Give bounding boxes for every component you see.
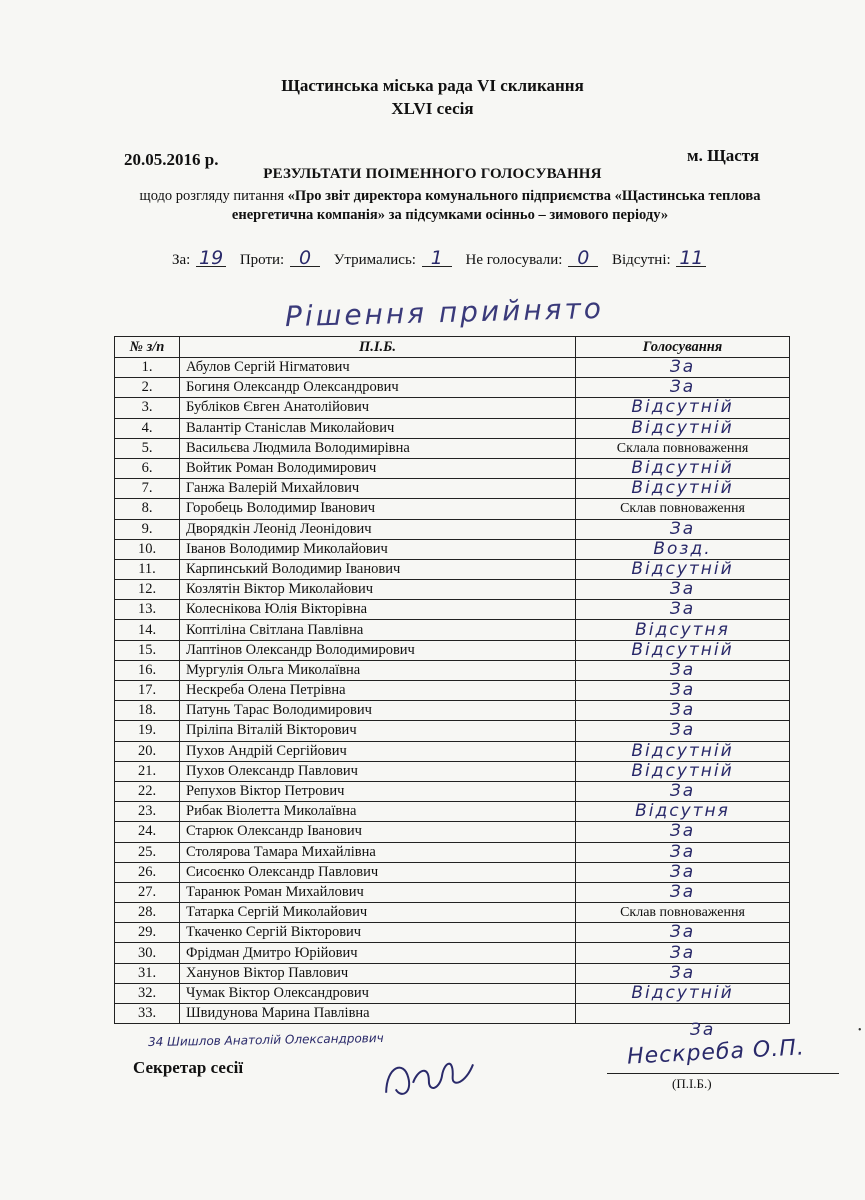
row-number: 33. bbox=[115, 1004, 180, 1024]
member-name: Васильєва Людмила Володимирівна bbox=[180, 438, 576, 458]
table-row bbox=[115, 822, 790, 842]
row-number: 23. bbox=[115, 802, 180, 822]
tally-against-label: Проти: bbox=[239, 252, 285, 268]
tally-for-label: За: bbox=[172, 252, 191, 268]
table-row bbox=[115, 600, 790, 620]
member-vote: За bbox=[576, 580, 790, 600]
row-number: 19. bbox=[115, 721, 180, 741]
row-number: 18. bbox=[115, 701, 180, 721]
table-body bbox=[115, 358, 790, 1024]
table-row bbox=[115, 559, 790, 579]
tally-not-voted-label: Не голосували: bbox=[465, 252, 563, 268]
row-number: 10. bbox=[115, 539, 180, 559]
row-number: 3. bbox=[115, 398, 180, 418]
table-row bbox=[115, 620, 790, 640]
row-number: 27. bbox=[115, 882, 180, 902]
member-name: Богиня Олександр Олександрович bbox=[180, 378, 576, 398]
table-row bbox=[115, 499, 790, 519]
table-row bbox=[115, 1004, 790, 1024]
table-row bbox=[115, 479, 790, 499]
member-name: Столярова Тамара Михайлівна bbox=[180, 842, 576, 862]
member-vote: За bbox=[576, 862, 790, 882]
member-vote: Відсутній bbox=[576, 741, 790, 761]
member-name: Козлятін Віктор Миколайович bbox=[180, 580, 576, 600]
document-city: м. Щастя bbox=[687, 146, 760, 165]
document-date: 20.05.2016 р. bbox=[124, 150, 219, 169]
member-vote: За bbox=[576, 600, 790, 620]
row-number: 29. bbox=[115, 923, 180, 943]
row-number: 32. bbox=[115, 983, 180, 1003]
results-title: РЕЗУЛЬТАТИ ПОІМЕННОГО ГОЛОСУВАННЯ bbox=[263, 166, 602, 182]
member-vote bbox=[576, 1004, 790, 1024]
member-vote: Відсутній bbox=[576, 559, 790, 579]
member-vote: За bbox=[576, 378, 790, 398]
member-name: Мургулія Ольга Миколаївна bbox=[180, 660, 576, 680]
member-vote: За bbox=[576, 781, 790, 801]
member-name: Колеснікова Юлія Вікторівна bbox=[180, 600, 576, 620]
table-row bbox=[115, 842, 790, 862]
table-row bbox=[115, 761, 790, 781]
member-vote: За bbox=[576, 943, 790, 963]
member-vote: За bbox=[576, 681, 790, 701]
member-name: Татарка Сергій Миколайович bbox=[180, 903, 576, 923]
member-vote: Відсутня bbox=[576, 802, 790, 822]
row-number: 24. bbox=[115, 822, 180, 842]
member-vote: Відсутній bbox=[576, 458, 790, 478]
member-name: Горобець Володимир Іванович bbox=[180, 499, 576, 519]
table-row bbox=[115, 681, 790, 701]
member-name: Пухов Андрій Сергійович bbox=[180, 741, 576, 761]
row-number: 21. bbox=[115, 761, 180, 781]
header-vote: Голосування bbox=[576, 337, 790, 358]
member-name: Пріліпа Віталій Вікторович bbox=[180, 721, 576, 741]
member-name: Карпинський Володимир Іванович bbox=[180, 559, 576, 579]
member-name: Швидунова Марина Павлівна bbox=[180, 1004, 576, 1024]
table-row bbox=[115, 580, 790, 600]
table-row bbox=[115, 701, 790, 721]
row-number: 2. bbox=[115, 378, 180, 398]
vote-tally bbox=[172, 247, 716, 269]
voting-table bbox=[114, 336, 790, 1024]
member-vote: Відсутній bbox=[576, 983, 790, 1003]
member-name: Пухов Олександр Павлович bbox=[180, 761, 576, 781]
table-row bbox=[115, 519, 790, 539]
member-vote: Відсутній bbox=[576, 418, 790, 438]
subject-prefix: щодо розгляду питання bbox=[139, 188, 285, 204]
member-name: Ткаченко Сергій Вікторович bbox=[180, 923, 576, 943]
tally-against-value: 0 bbox=[290, 250, 320, 267]
tally-absent-value: 11 bbox=[676, 250, 706, 267]
member-vote: Відсутній bbox=[576, 479, 790, 499]
tally-abstained-label: Утримались: bbox=[333, 252, 416, 268]
member-name: Сисоєнко Олександр Павлович bbox=[180, 862, 576, 882]
member-vote: Возд. bbox=[576, 539, 790, 559]
table-row bbox=[115, 882, 790, 902]
table-row bbox=[115, 358, 790, 378]
row-number: 4. bbox=[115, 418, 180, 438]
table-row bbox=[115, 862, 790, 882]
row-number: 26. bbox=[115, 862, 180, 882]
member-vote: Відсутня bbox=[576, 620, 790, 640]
member-name: Войтик Роман Володимирович bbox=[180, 458, 576, 478]
member-vote: За bbox=[576, 358, 790, 378]
member-vote: За bbox=[576, 822, 790, 842]
row-number: 13. bbox=[115, 600, 180, 620]
member-name: Валантір Станіслав Миколайович bbox=[180, 418, 576, 438]
member-name: Патунь Тарас Володимирович bbox=[180, 701, 576, 721]
row-number: 20. bbox=[115, 741, 180, 761]
row-number: 31. bbox=[115, 963, 180, 983]
table-row bbox=[115, 418, 790, 438]
table-row bbox=[115, 903, 790, 923]
signature-scribble bbox=[375, 1043, 491, 1106]
table-row bbox=[115, 802, 790, 822]
member-name: Бубліков Євген Анатолійович bbox=[180, 398, 576, 418]
row-number: 8. bbox=[115, 499, 180, 519]
table-row bbox=[115, 741, 790, 761]
row-number: 16. bbox=[115, 660, 180, 680]
member-vote: За bbox=[576, 842, 790, 862]
member-vote: Відсутній bbox=[576, 761, 790, 781]
header-name: П.І.Б. bbox=[180, 337, 576, 358]
member-name: Чумак Віктор Олександрович bbox=[180, 983, 576, 1003]
member-vote: За bbox=[576, 923, 790, 943]
member-name: Репухов Віктор Петрович bbox=[180, 781, 576, 801]
margin-mark: • bbox=[858, 1025, 862, 1036]
member-name: Іванов Володимир Миколайович bbox=[180, 539, 576, 559]
member-name: Ганжа Валерій Михайлович bbox=[180, 479, 576, 499]
member-name: Нескреба Олена Петрівна bbox=[180, 681, 576, 701]
row-number: 5. bbox=[115, 438, 180, 458]
table-row bbox=[115, 963, 790, 983]
member-vote: За bbox=[576, 721, 790, 741]
member-vote: Склав повноваження bbox=[576, 499, 790, 519]
table-row bbox=[115, 983, 790, 1003]
table-row bbox=[115, 378, 790, 398]
decision-handwritten: Рішення прийнято bbox=[284, 291, 605, 334]
row-number: 6. bbox=[115, 458, 180, 478]
session-title: XLVI сесія bbox=[391, 99, 474, 118]
table-row bbox=[115, 458, 790, 478]
member-vote: За bbox=[576, 963, 790, 983]
row-number: 28. bbox=[115, 903, 180, 923]
member-vote: Склав повноваження bbox=[576, 903, 790, 923]
row-number: 1. bbox=[115, 358, 180, 378]
table-row bbox=[115, 781, 790, 801]
table-row bbox=[115, 539, 790, 559]
member-vote: Відсутній bbox=[576, 640, 790, 660]
signature-line bbox=[607, 1073, 839, 1074]
table-row bbox=[115, 660, 790, 680]
tally-not-voted-value: 0 bbox=[568, 250, 598, 267]
tally-absent-label: Відсутні: bbox=[611, 252, 671, 268]
member-vote: За bbox=[576, 519, 790, 539]
table-row bbox=[115, 943, 790, 963]
handwritten-extra-vote: За bbox=[690, 1020, 716, 1040]
row-number: 14. bbox=[115, 620, 180, 640]
row-number: 15. bbox=[115, 640, 180, 660]
member-vote: За bbox=[576, 701, 790, 721]
header-num: № з/п bbox=[115, 337, 180, 358]
table-row bbox=[115, 721, 790, 741]
member-name: Ханунов Віктор Павлович bbox=[180, 963, 576, 983]
subject-title: «Про звіт директора комунального підприємства «Щастинська теплова енергетична компанія» за підсумками осінньо – зимового періоду» bbox=[231, 188, 761, 223]
row-number: 30. bbox=[115, 943, 180, 963]
member-name: Рибак Віолетта Миколаївна bbox=[180, 802, 576, 822]
subject-text bbox=[120, 187, 780, 225]
secretary-label: Секретар сесії bbox=[133, 1058, 244, 1077]
member-name: Дворядкін Леонід Леонідович bbox=[180, 519, 576, 539]
member-vote: За bbox=[576, 660, 790, 680]
member-name: Коптіліна Світлана Павлівна bbox=[180, 620, 576, 640]
row-number: 7. bbox=[115, 479, 180, 499]
member-name: Абулов Сергій Нігматович bbox=[180, 358, 576, 378]
member-vote: За bbox=[576, 882, 790, 902]
table-row bbox=[115, 640, 790, 660]
row-number: 9. bbox=[115, 519, 180, 539]
row-number: 11. bbox=[115, 559, 180, 579]
pib-label: (П.І.Б.) bbox=[672, 1076, 712, 1091]
row-number: 12. bbox=[115, 580, 180, 600]
council-title: Щастинська міська рада VI скликання bbox=[281, 76, 584, 95]
tally-for-value: 19 bbox=[196, 250, 226, 267]
row-number: 17. bbox=[115, 681, 180, 701]
table-row bbox=[115, 923, 790, 943]
tally-abstained-value: 1 bbox=[422, 250, 452, 267]
row-number: 25. bbox=[115, 842, 180, 862]
member-name: Старюк Олександр Іванович bbox=[180, 822, 576, 842]
table-header-row bbox=[115, 337, 790, 358]
signature-name: Нескреба О.П. bbox=[626, 1035, 806, 1070]
member-vote: Склала повноваження bbox=[576, 438, 790, 458]
member-name: Фрідман Дмитро Юрійович bbox=[180, 943, 576, 963]
table-row bbox=[115, 398, 790, 418]
row-number: 22. bbox=[115, 781, 180, 801]
member-name: Таранюк Роман Михайлович bbox=[180, 882, 576, 902]
member-vote: Відсутній bbox=[576, 398, 790, 418]
handwritten-extra-member: 34 Шишлов Анатолій Олександрович bbox=[147, 1030, 384, 1050]
table-row bbox=[115, 438, 790, 458]
member-name: Лаптінов Олександр Володимирович bbox=[180, 640, 576, 660]
